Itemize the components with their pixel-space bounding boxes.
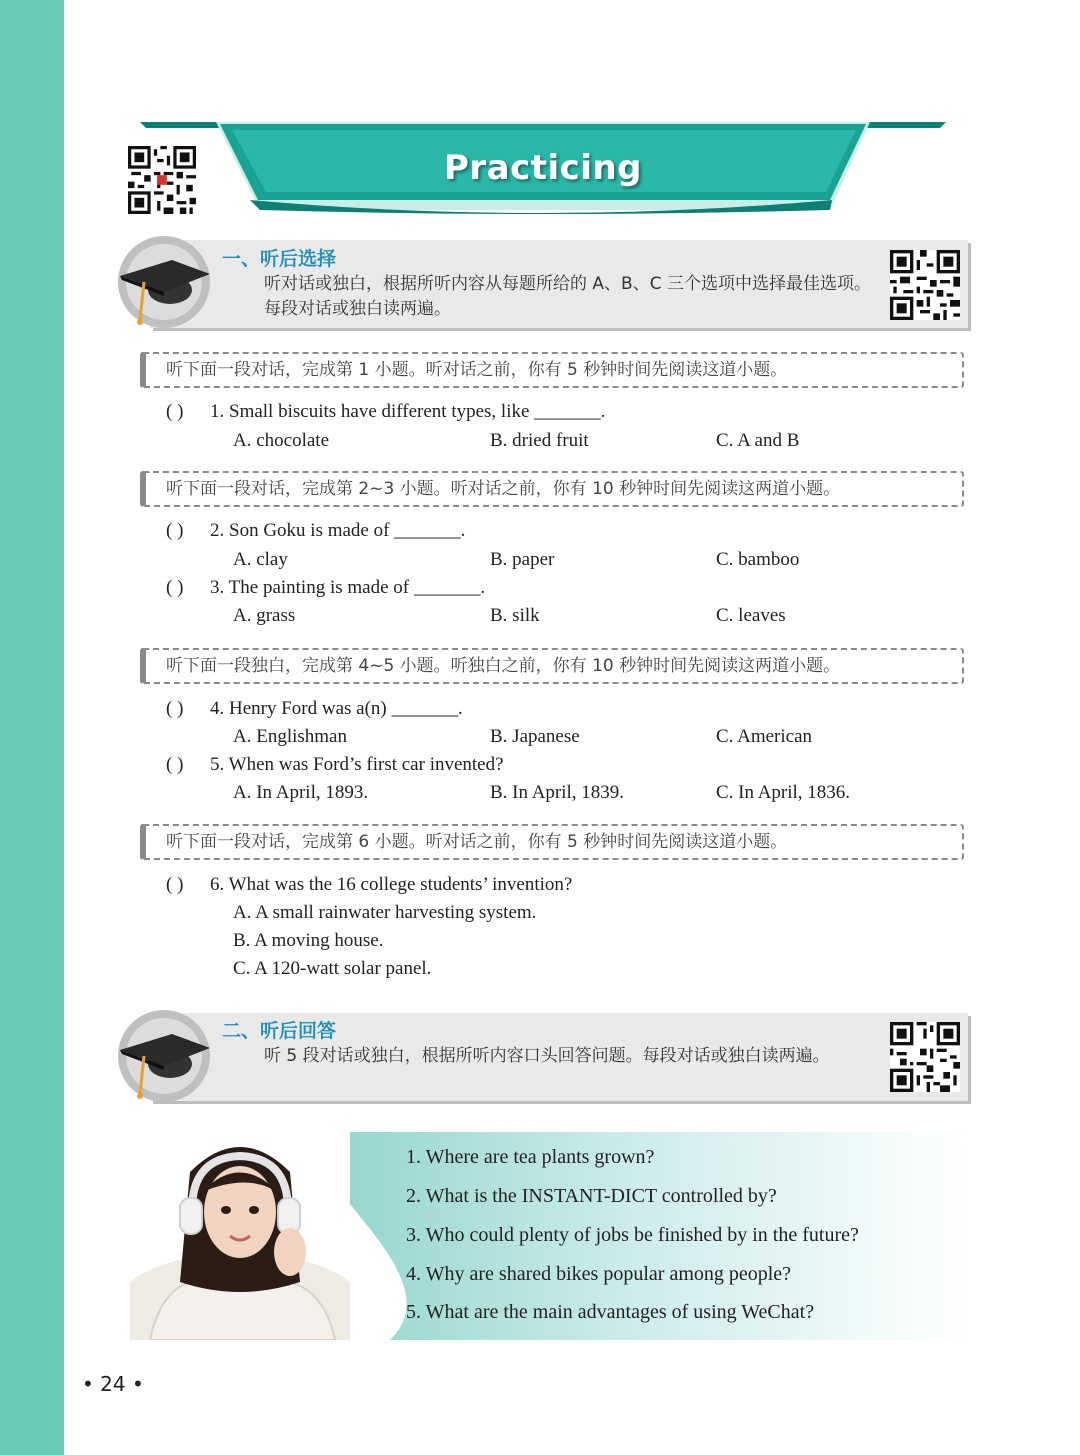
question-6 xyxy=(166,874,572,896)
answer-question-5: 5. What are the main advantages of using WeChat? xyxy=(406,1301,815,1323)
graduation-cap-icon xyxy=(114,232,214,332)
option-c: C. A and B xyxy=(716,430,800,451)
answer-question-1: 1. Where are tea plants grown? xyxy=(406,1146,655,1168)
answer-blank[interactable]: ( ) xyxy=(166,698,184,719)
practicing-banner xyxy=(140,118,946,218)
option-c: C. leaves xyxy=(716,605,786,626)
option-b: B. In April, 1839. xyxy=(490,782,625,803)
option-b: B. paper xyxy=(490,549,555,570)
section-2-description: 听 5 段对话或独白，根据所听内容口头回答问题。每段对话或独白读两遍。 xyxy=(264,1046,830,1066)
question-text: 2. Son Goku is made of _______. xyxy=(210,520,466,541)
section-2-title: 二、听后回答 xyxy=(222,1020,337,1042)
answer-question-3: 3. Who could plenty of jobs be finished by in the future? xyxy=(406,1224,859,1246)
answer-blank[interactable]: ( ) xyxy=(166,401,184,422)
instruction-bar-2: 听下面一段对话，完成第 2~3 小题。听对话之前，你有 10 秒钟时间先阅读这两道小题。 xyxy=(140,471,964,507)
option-a: A. chocolate xyxy=(233,430,330,451)
section-1-description: 听对话或独白，根据所听内容从每题所给的 A、B、C 三个选项中选择最佳选项。每段对话或独白读两遍。 xyxy=(264,274,871,319)
graduation-cap-icon xyxy=(114,1006,214,1106)
question-2 xyxy=(166,520,465,542)
option-a: A. grass xyxy=(233,605,296,626)
question-text: 1. Small biscuits have different types, like _______. xyxy=(210,401,606,422)
page-number: • 24 • xyxy=(82,1372,144,1396)
instruction-bar-3: 听下面一段独白，完成第 4~5 小题。听独白之前，你有 10 秒钟时间先阅读这两道小题。 xyxy=(140,648,964,684)
student-with-headphones-image xyxy=(130,1132,350,1340)
question-text: 5. When was Ford’s first car invented? xyxy=(210,754,504,775)
question-1 xyxy=(166,401,605,423)
option-a: A. A small rainwater harvesting system. xyxy=(233,902,537,923)
instruction-bar-1: 听下面一段对话，完成第 1 小题。听对话之前，你有 5 秒钟时间先阅读这道小题。 xyxy=(140,352,964,388)
option-b: B. silk xyxy=(490,605,540,626)
answer-blank[interactable]: ( ) xyxy=(166,874,184,895)
option-c: C. American xyxy=(716,726,813,747)
qr-code-icon[interactable] xyxy=(890,250,960,320)
answer-blank[interactable]: ( ) xyxy=(166,577,184,598)
option-c: C. In April, 1836. xyxy=(716,782,851,803)
question-text: 6. What was the 16 college students’ invention? xyxy=(210,874,573,895)
qr-code-icon[interactable] xyxy=(890,1022,960,1092)
banner-title: Practicing xyxy=(443,148,643,188)
option-a: A. Englishman xyxy=(233,726,347,747)
answer-blank[interactable]: ( ) xyxy=(166,754,184,775)
option-a: A. In April, 1893. xyxy=(233,782,369,803)
side-strip xyxy=(0,0,64,1455)
option-c: C. A 120-watt solar panel. xyxy=(233,958,432,979)
option-b: B. dried fruit xyxy=(490,430,589,451)
answer-blank[interactable]: ( ) xyxy=(166,520,184,541)
option-a: A. clay xyxy=(233,549,288,570)
option-b: B. Japanese xyxy=(490,726,580,747)
option-c: C. bamboo xyxy=(716,549,800,570)
question-text: 4. Henry Ford was a(n) _______. xyxy=(210,698,463,719)
question-3 xyxy=(166,577,485,599)
question-text: 3. The painting is made of _______. xyxy=(210,577,486,598)
section-1-title: 一、听后选择 xyxy=(222,248,337,270)
question-5 xyxy=(166,754,504,776)
question-4 xyxy=(166,698,463,720)
answer-question-2: 2. What is the INSTANT-DICT controlled by? xyxy=(406,1185,777,1207)
instruction-bar-4: 听下面一段对话，完成第 6 小题。听对话之前，你有 5 秒钟时间先阅读这道小题。 xyxy=(140,824,964,860)
answer-question-4: 4. Why are shared bikes popular among people? xyxy=(406,1263,792,1285)
option-b: B. A moving house. xyxy=(233,930,384,951)
